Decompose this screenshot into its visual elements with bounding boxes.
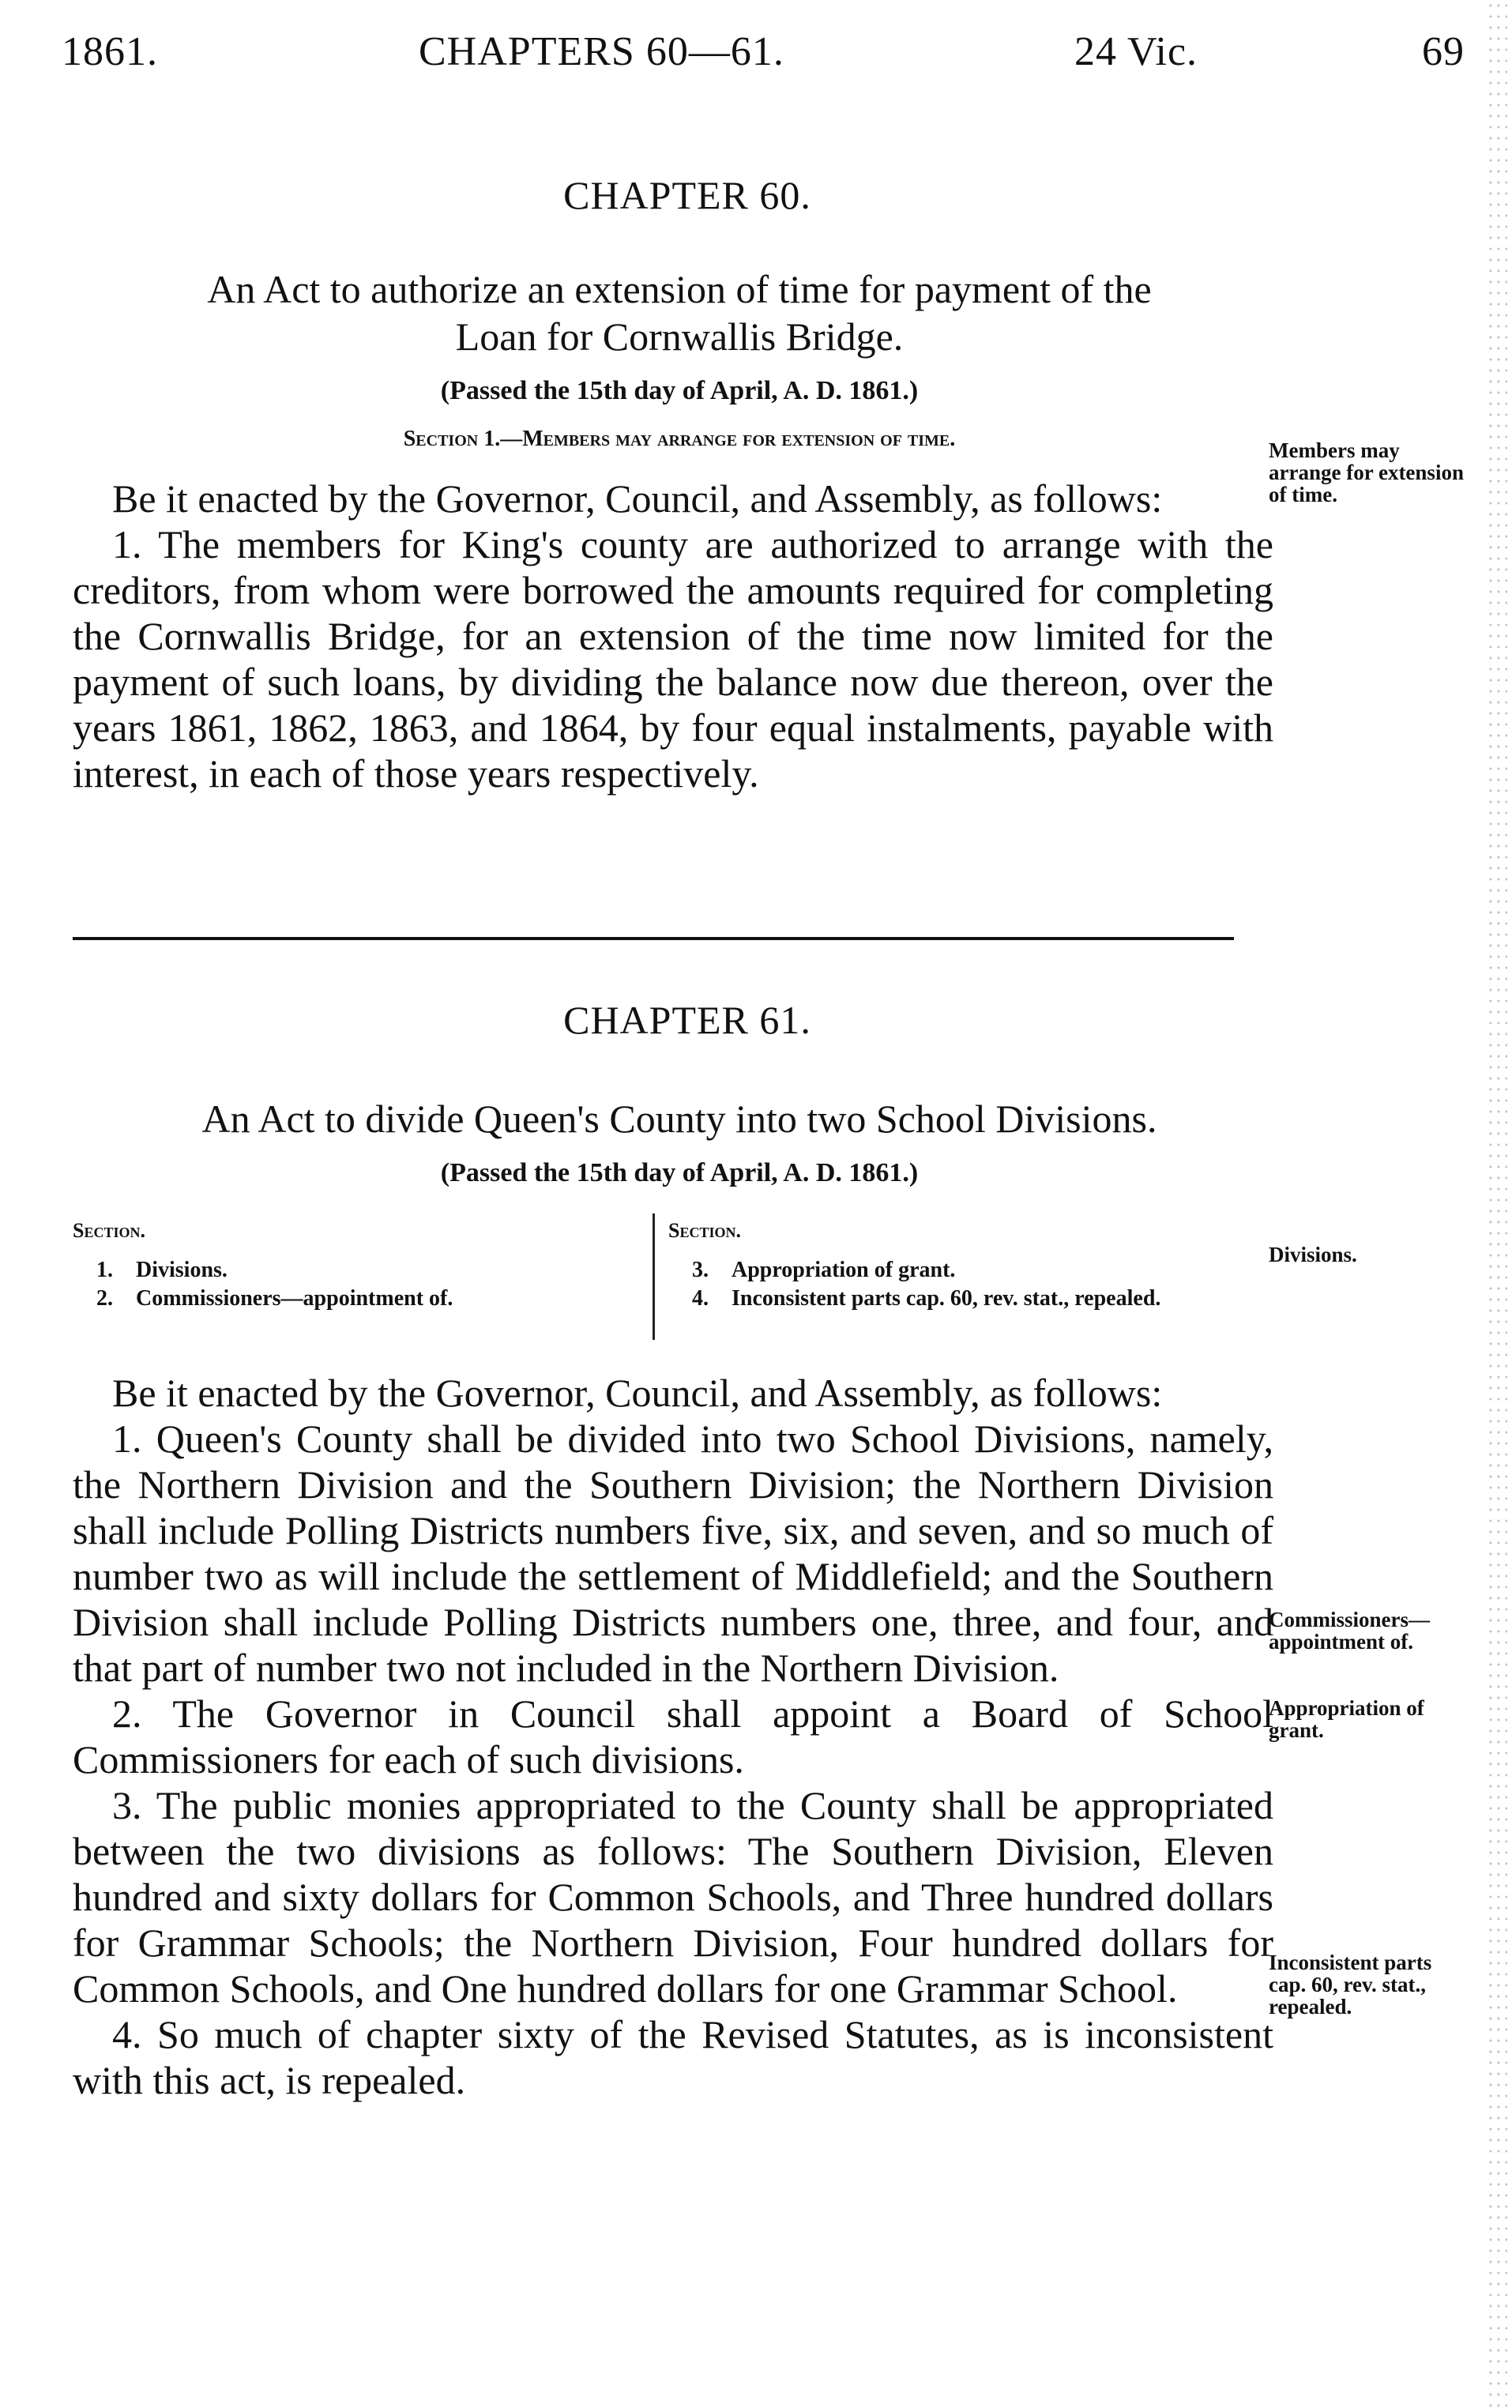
marginal-note-commissioners: Commissioners—appointment of.	[1269, 1608, 1430, 1654]
marginal-note-members-may-arrange: Members may arrange for extension of time.	[1269, 438, 1464, 506]
chapter-61-body	[73, 1370, 1273, 2103]
marginal-note-inconsistent-parts: Inconsistent parts cap. 60, rev. stat., repealed.	[1269, 1951, 1432, 2019]
chapter-61-section-4: 4. So much of chapter sixty of the Revised Statutes, as is inconsistent with this act, is repealed.	[73, 2012, 1273, 2102]
contents-left-label: Section.	[73, 1219, 145, 1242]
chapter-61-title: An Act to divide Queen's County into two School Divisions.	[201, 1097, 1157, 1141]
contents-right-label: Section.	[668, 1219, 741, 1242]
chapter-60-heading: CHAPTER 60.	[563, 173, 811, 217]
contents-item-number: 3.	[692, 1258, 709, 1282]
marginal-note-appropriation: Appropriation of grant.	[1269, 1696, 1424, 1742]
contents-item-number: 4.	[692, 1286, 709, 1311]
chapter-60-section-1: 1. The members for King's county are authorized to arrange with the creditors, from whom were borrowed the amounts required for completing the Cornwallis Bridge, for an extension of the time now limited for the payment of such loans, by dividing the balance now due thereon, over the years 1861, 1862, 1863, and 1864, by four equal instalments, payable with interest, in each of those years respectively.	[73, 522, 1273, 796]
chapter-60-title-line-2: Loan for Cornwallis Bridge.	[455, 314, 904, 359]
contents-item-text: Appropriation of grant.	[732, 1258, 956, 1282]
chapter-61-enacting-clause: Be it enacted by the Governor, Council, and Assembly, as follows:	[112, 1371, 1163, 1415]
contents-item	[96, 1256, 641, 1285]
header-page-number: 69	[1422, 29, 1465, 74]
chapter-60-title	[63, 265, 1296, 360]
contents-item-text: Divisions.	[136, 1258, 228, 1282]
chapter-61-section-1: 1. Queen's County shall be divided into two School Divisions, namely, the Northern Division and the Southern Division; the Northern Division shall include Polling Districts numbers five, six, and seven, and so much of number two as will include the settlement of Middlefield; and the Southern Division shall include Polling Districts numbers one, three, and four, and that part of number two not included in the Northern Division.	[73, 1417, 1273, 1690]
chapter-60-title-line-1: An Act to authorize an extension of time for payment of the	[207, 267, 1152, 311]
chapter-60-body	[73, 476, 1273, 796]
header-year: 1861.	[62, 29, 158, 74]
chapter-61-section-3: 3. The public monies appropriated to the County shall be appropriated between the two divisions as follows: The Southern Division, Eleven hundred and sixty dollars for Common Schools, and Three hundred dollars for Grammar Schools; the Northern Division, Four hundred dollars for Common Schools, and One hundred dollars for one Grammar School.	[73, 1783, 1273, 2011]
contents-item	[96, 1285, 641, 1313]
chapter-61-passed-date: (Passed the 15th day of April, A. D. 1861.)	[440, 1158, 919, 1187]
contents-item	[692, 1256, 1253, 1285]
chapter-61-heading: CHAPTER 61.	[563, 998, 811, 1042]
contents-column-divider	[653, 1213, 655, 1340]
chapter-60-section-note: Section 1.—Members may arrange for extension of time.	[403, 427, 956, 451]
contents-item-number: 2.	[96, 1286, 113, 1311]
marginal-note-divisions: Divisions.	[1269, 1243, 1357, 1266]
contents-item-text: Commissioners—appointment of.	[136, 1286, 453, 1311]
page-edge-perforation	[1487, 0, 1507, 2408]
chapter-61-section-2: 2. The Governor in Council shall appoint a Board of School Commissioners for each of such divisions.	[73, 1691, 1273, 1782]
contents-item-number: 1.	[96, 1258, 113, 1282]
chapter-61-contents-left	[73, 1217, 641, 1313]
chapter-60-passed-date: (Passed the 15th day of April, A. D. 1861.)	[440, 376, 919, 405]
contents-item	[692, 1285, 1253, 1313]
contents-item-text: Inconsistent parts cap. 60, rev. stat., repealed.	[732, 1286, 1161, 1311]
header-reign: 24 Vic.	[1074, 29, 1198, 74]
header-chapters: CHAPTERS 60—61.	[419, 29, 784, 74]
chapter-divider-rule	[73, 937, 1234, 940]
chapter-60-enacting-clause: Be it enacted by the Governor, Council, and Assembly, as follows:	[112, 476, 1163, 521]
chapter-61-contents-right	[668, 1217, 1253, 1313]
